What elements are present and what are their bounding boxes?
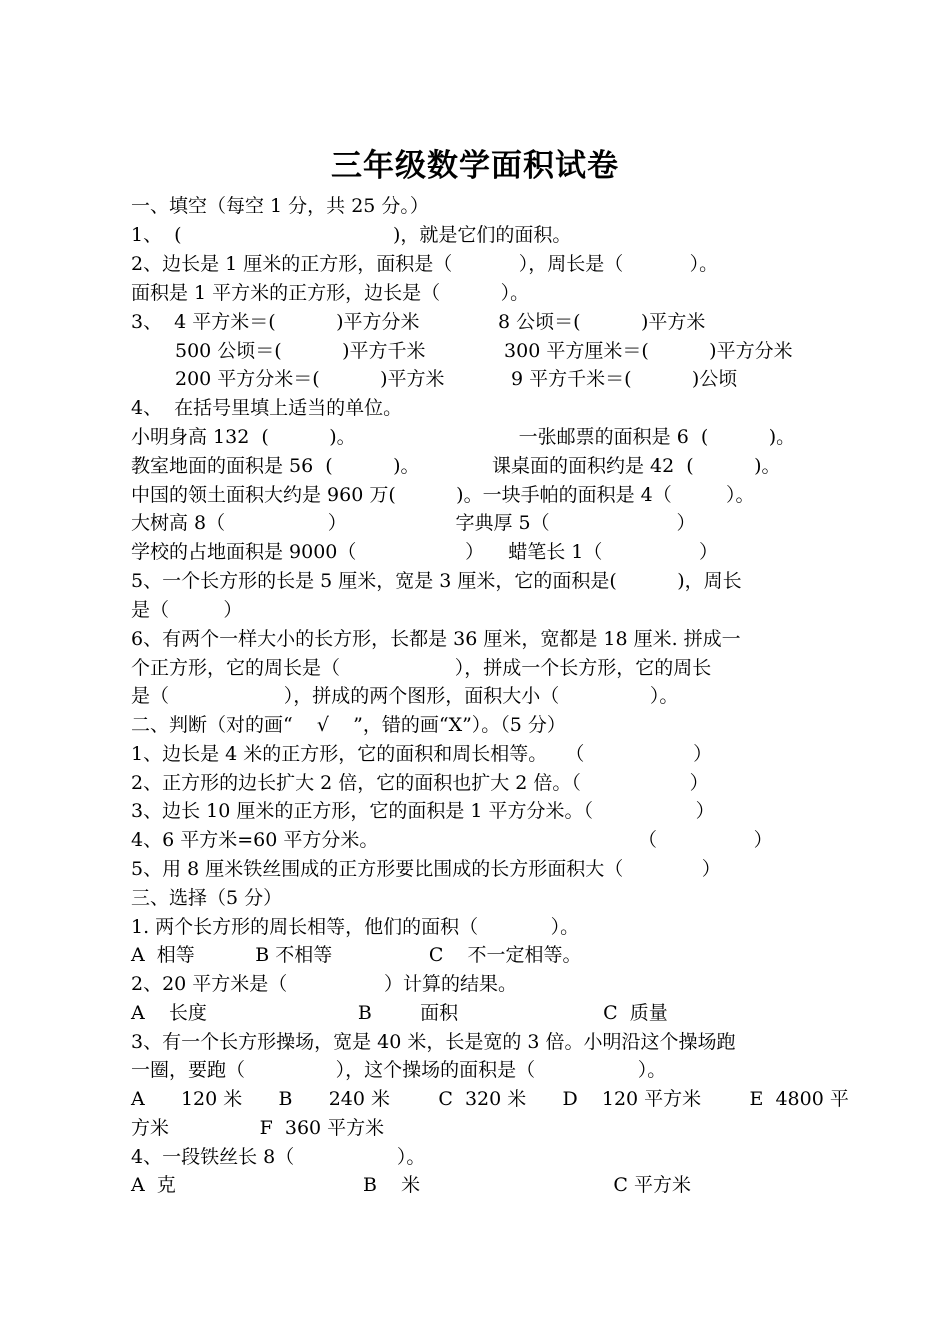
question-line: 500 公顷＝( )平方千米 300 平方厘米＝( )平方分米 xyxy=(175,340,793,362)
question-line: 中国的领土面积大约是 960 万( )。一块手帕的面积是 4（ ）。 xyxy=(131,484,755,506)
question-line: 是（ ），拼成的两个图形，面积大小（ ）。 xyxy=(131,685,679,707)
question-line: 一圈，要跑（ ），这个操场的面积是（ ）。 xyxy=(131,1059,667,1081)
question-line: 2、边长是 1 厘米的正方形，面积是（ ），周长是（ ）。 xyxy=(131,253,719,275)
question-line: 方米 F 360 平方米 xyxy=(131,1117,385,1139)
question-line: A 长度 B 面积 C 质量 xyxy=(131,1002,668,1024)
section-1-heading: 一、填空（每空 1 分，共 25 分。） xyxy=(131,195,429,217)
section-2-heading: 二、判断（对的画“ √ ”，错的画“X”）。（5 分） xyxy=(131,714,566,736)
question-line: 3、有一个长方形操场，宽是 40 米，长是宽的 3 倍。小明沿这个操场跑 xyxy=(131,1031,736,1053)
question-line: 学校的占地面积是 9000（ ） 蜡笔长 1（ ） xyxy=(131,541,719,563)
question-line: A 克 B 米 C 平方米 xyxy=(131,1174,691,1196)
question-line: A 相等 B 不相等 C 不一定相等。 xyxy=(131,944,582,966)
page-title: 三年级数学面积试卷 xyxy=(331,148,619,184)
question-line: 面积是 1 平方米的正方形，边长是（ ）。 xyxy=(131,282,530,304)
question-line: 6、有两个一样大小的长方形，长都是 36 厘米，宽都是 18 厘米. 拼成一 xyxy=(131,628,741,650)
question-line: 大树高 8（ ） 字典厚 5（ ） xyxy=(131,512,696,534)
question-line: 5、用 8 厘米铁丝围成的正方形要比围成的长方形面积大（ ） xyxy=(131,858,721,880)
question-line: 4、 在括号里填上适当的单位。 xyxy=(131,397,403,419)
section-3-heading: 三、选择（5 分） xyxy=(131,887,283,909)
question-line: 4、一段铁丝长 8（ ）。 xyxy=(131,1146,426,1168)
question-line: 是（ ） xyxy=(131,599,243,621)
question-line: 5、一个长方形的长是 5 厘米，宽是 3 厘米，它的面积是( )，周长 xyxy=(131,570,742,592)
question-line: 教室地面的面积是 56 ( )。 课桌面的面积约是 42 ( )。 xyxy=(131,455,781,477)
question-line: 4、6 平方米=60 平方分米。 （ ） xyxy=(131,829,773,851)
question-line: 2、正方形的边长扩大 2 倍，它的面积也扩大 2 倍。（ ） xyxy=(131,772,709,794)
question-line: 3、 4 平方米＝( )平方分米 8 公顷＝( )平方米 xyxy=(131,311,706,333)
question-line: 个正方形，它的周长是（ ），拼成一个长方形，它的周长 xyxy=(131,657,712,679)
question-line: 2、20 平方米是（ ）计算的结果。 xyxy=(131,973,517,995)
question-line: 200 平方分米＝( )平方米 9 平方千米＝( )公顷 xyxy=(175,368,738,390)
question-line: A 120 米 B 240 米 C 320 米 D 120 平方米 E 4800 平 xyxy=(131,1088,849,1110)
question-line: 小明身高 132 ( )。 一张邮票的面积是 6 ( )。 xyxy=(131,426,796,448)
question-line: 1、 ( )，就是它们的面积。 xyxy=(131,224,572,246)
question-line: 3、边长 10 厘米的正方形，它的面积是 1 平方分米。（ ） xyxy=(131,800,715,822)
question-line: 1. 两个长方形的周长相等，他们的面积（ ）。 xyxy=(131,916,580,938)
question-line: 1、边长是 4 米的正方形，它的面积和周长相等。 （ ） xyxy=(131,743,713,765)
